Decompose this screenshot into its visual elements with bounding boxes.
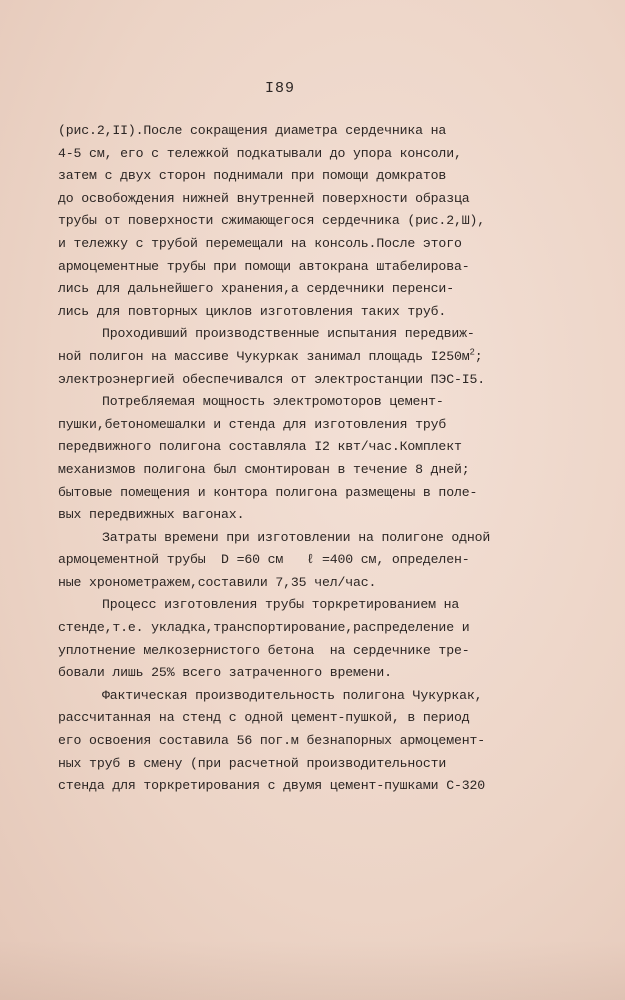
text-line: 4-5 см, его с тележкой подкатывали до упора консоли,: [58, 145, 462, 161]
text-line: пушки,бетономешалки и стенда для изготовления труб: [58, 416, 447, 432]
text-line: до освобождения нижней внутренней поверхности образца: [58, 190, 470, 206]
text-line: армоцементные трубы при помощи автокрана штабелирова-: [58, 258, 470, 274]
text-line: (рис.2,II).После сокращения диаметра сердечника на: [58, 123, 447, 138]
text-line: рассчитанная на стенд с одной цемент-пушкой, в период: [58, 710, 470, 726]
text-line: затем с двух сторон поднимали при помощи домкратов: [58, 168, 447, 184]
text-line: бытовые помещения и контора полигона размещены в поле-: [58, 484, 478, 500]
text-line: трубы от поверхности сжимающегося сердечника (рис.2,Ш),: [58, 213, 486, 229]
text-line: механизмов полигона был смонтирован в течение 8 дней;: [58, 461, 470, 477]
text-line: стенда для торкретирования с двумя цемент-пушками С-320: [58, 778, 486, 794]
text-line: передвижного полигона составляла I2 квт/час.Комплект: [58, 439, 462, 455]
body-text: [58, 120, 568, 798]
text-line-main: ной полигон на массиве Чукуркак занимал площадь I250м: [58, 348, 470, 364]
text-line: Затраты времени при изготовлении на полигоне одной: [102, 529, 491, 545]
text-line: Проходивший производственные испытания передвиж-: [102, 326, 475, 342]
text-line: стенде,т.е. укладка,транспортирование,распределение и: [58, 620, 470, 636]
text-line: Потребляемая мощность электромоторов цемент-: [102, 394, 444, 410]
page-number: I89: [264, 80, 295, 97]
text-line: электроэнергией обеспечивался от электростанции ПЭС-I5.: [58, 371, 486, 387]
text-line: ные хронометражем,составили 7,35 чел/час.: [58, 574, 377, 590]
text-line: его освоения составила 56 пог.м безнапорных армоцемент-: [58, 733, 486, 749]
text-line: лись для повторных циклов изготовления таких труб.: [58, 303, 447, 319]
text-line: Фактическая производительность полигона Чукуркак,: [102, 687, 483, 703]
text-line: бовали лишь 25% всего затраченного времени.: [58, 665, 392, 681]
text-line: уплотнение мелкозернистого бетона на сердечнике тре-: [58, 642, 470, 658]
text-line: и тележку с трубой перемещали на консоль.После этого: [58, 235, 462, 251]
text-line: лись для дальнейшего хранения,а сердечники перенси-: [58, 281, 454, 297]
text-line: вых передвижных вагонах.: [58, 507, 245, 523]
text-line: ных труб в смену (при расчетной производительности: [58, 755, 447, 771]
text-line-tail: ;: [474, 348, 483, 364]
page-edge-shadow: [0, 940, 625, 1000]
text-line: Процесс изготовления трубы торкретированием на: [102, 597, 460, 613]
text-line-with-superscript: [58, 346, 568, 369]
superscript: 2: [469, 347, 475, 358]
text-line: армоцементной трубы D =60 см ℓ =400 см, определен-: [58, 552, 470, 568]
